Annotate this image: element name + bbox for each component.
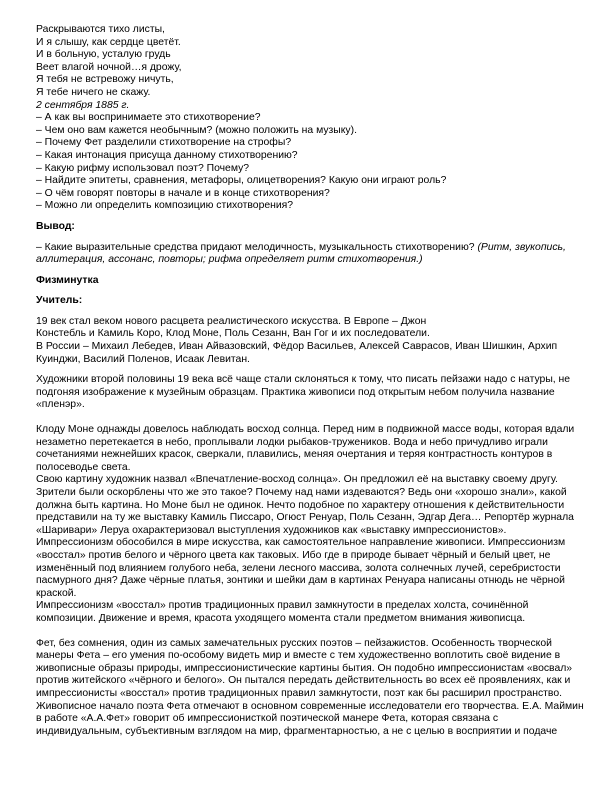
conclusion-question-text: – Какие выразительные средства придают мелодичность, музыкальность стихотворению? xyxy=(36,241,475,253)
conclusion-question xyxy=(36,242,584,255)
paragraph-line: изменённый под влиянием голубого неба, зелени лесного массива, золота солнечных лучей, серебристости xyxy=(36,562,561,574)
paragraph-line: Импрессионизм «восстал» против традиционных правил замкнутости в пределах холста, сочинённой xyxy=(36,600,529,612)
poem xyxy=(36,24,584,112)
paragraph-monet xyxy=(36,424,584,626)
teacher-heading: Учитель: xyxy=(36,295,83,307)
paragraph-line: пасмурного дня? Даже чёрные платья, зонтики и шейки дам в картинах Ренуара написаны отнюдь не чёрной xyxy=(36,575,565,587)
document-body xyxy=(36,24,584,738)
paragraph-line: Куинджи, Василий Поленов, Исаак Левитан. xyxy=(36,353,250,365)
paragraph-line: импрессионисты «восстал» против традиционных правил замкнутости, поэт как бы расширил пространство. xyxy=(36,687,563,699)
paragraph-line: индивидуальным, субъективным взглядом на мир, фрагментарностью, а не с целью в восприятии и подаче xyxy=(36,725,558,737)
paragraph-line: против житейского «чёрного и белого». Он пытался передать действительность во всех её проявлениях, как и xyxy=(36,675,571,687)
paragraph-line: «пленэр». xyxy=(36,399,85,411)
paragraph-line: 19 век стал веком нового расцвета реалистического искусства. В Европе – Джон xyxy=(36,315,427,327)
paragraph-line: полосеводье света. xyxy=(36,461,131,473)
question-item: – О чём говорят повторы в начале и в конце стихотворения? xyxy=(36,187,330,199)
paragraph-line: подгоняя изображение к музейным образцам. Практика живописи под открытым небом получила название xyxy=(36,386,555,398)
question-item: – Какая интонация присуща данному стихотворению? xyxy=(36,149,298,161)
paragraph-line: представили на ту же выставку Камиль Писсаро, Огюст Ренуар, Поль Сезанн, Эдгар Дега… Репортёр журнала xyxy=(36,512,574,524)
poem-line: Раскрываются тихо листы, xyxy=(36,24,165,35)
paragraph-line: живописные образы природы, импрессионистические картины бытия. Он подобно импрессионистам «восвал» xyxy=(36,662,573,674)
question-item: – А как вы воспринимаете это стихотворение? xyxy=(36,112,261,124)
paragraph-artists xyxy=(36,316,584,366)
paragraph-line: манеры Фета – его умения по-особому видеть мир и вместе с тем художественно воплотить своё видение в xyxy=(36,650,561,662)
paragraph-line: должна быть картина. Но Моне был не одинок. Нечто подобное по характеру отношения к действительности xyxy=(36,499,565,511)
fizminutka-heading: Физминутка xyxy=(36,274,99,286)
paragraph-line: Художники второй половины 19 века всё чаще стали склоняться к тому, что писать пейзажи надо с натуры, не xyxy=(36,374,571,386)
poem-line: И я слышу, как сердце цветёт. xyxy=(36,36,181,48)
question-item: – Можно ли определить композицию стихотворения? xyxy=(36,200,294,212)
conclusion-heading: Вывод: xyxy=(36,220,75,232)
question-item: – Найдите эпитеты, сравнения, метафоры, олицетворения? Какую они играют роль? xyxy=(36,175,447,187)
paragraph-line: «восстал» против белого и чёрного цвета как таковых. Ибо где в природе бывает чёрный и белый цвет, не xyxy=(36,549,551,561)
poem-line: Веет влагой ночной…я дрожу, xyxy=(36,61,182,73)
paragraph-line: Констебль и Камиль Коро, Клод Моне, Поль Сезанн, Ван Гог и их последователи. xyxy=(36,328,430,340)
paragraph-line: Клоду Моне однажды довелось наблюдать восход солнца. Перед ним в подвижной массе воды, которая вдали xyxy=(36,424,575,436)
conclusion-answer-start: (Ритм, звукопись, xyxy=(477,241,566,253)
paragraph-plein-air xyxy=(36,374,584,412)
poem-date: 2 сентября 1885 г. xyxy=(36,99,130,111)
paragraph-line: Зрители были оскорблены что же это такое? Почему над нами издеваются? Ведь они «хорошо знали», какой xyxy=(36,487,567,498)
paragraph-line: Импрессионизм обособился в мире искусства, как самостоятельное направление живописи. Импрессионизм xyxy=(36,537,566,549)
poem-line: И в больную, усталую грудь xyxy=(36,49,171,61)
paragraph-line: сочетаниями нежнейших красок, сверкали, плавились, меняя очертания и теряя контрастность контуров в xyxy=(36,449,553,461)
questions-list xyxy=(36,112,584,213)
paragraph-line: Живописное начало поэта Фета отмечают в основном современные исследователи его творчества. Е.А. Маймин xyxy=(36,700,584,712)
paragraph-line: «Шаривари» Леруа охарактеризовал выступления художников как «выставку импрессионистов». xyxy=(36,524,507,536)
paragraph-line: В России – Михаил Лебедев, Иван Айвазовский, Фёдор Васильев, Алексей Саврасов, Иван Шишкин, Архип xyxy=(36,341,558,353)
paragraph-line: незаметно перетекается в небо, проплывали лодки рыбаков-тружеников. Вода и небо причудливо играли xyxy=(36,436,548,448)
paragraph-fet xyxy=(36,638,584,739)
paragraph-line: композиции. Движение и время, красота уходящего момента стали предметом внимания живописца. xyxy=(36,612,526,624)
poem-line: Я тебя не встревожу ничуть, xyxy=(36,74,174,86)
paragraph-line: Фет, без сомнения, один из самых замечательных русских поэтов – пейзажистов. Особенность творческой xyxy=(36,637,552,649)
paragraph-line: Свою картину художник назвал «Впечатление-восход солнца». Он предложил её на выставку своему другу. xyxy=(36,474,558,486)
question-item: – Почему Фет разделили стихотворение на строфы? xyxy=(36,137,292,149)
paragraph-line: в работе «А.А.Фет» говорит об импрессионисткой поэтической манере Фета, которая связана с xyxy=(36,713,499,725)
paragraph-line: краской. xyxy=(36,587,77,599)
question-item: – Какую рифму использовал поэт? Почему? xyxy=(36,162,250,174)
question-item: – Чем оно вам кажется необычным? (можно положить на музыку). xyxy=(36,124,357,136)
conclusion-answer: аллитерация, ассонанс, повторы; рифма определяет ритм стихотворения.) xyxy=(36,254,423,266)
poem-line: Я тебе ничего не скажу. xyxy=(36,86,151,98)
